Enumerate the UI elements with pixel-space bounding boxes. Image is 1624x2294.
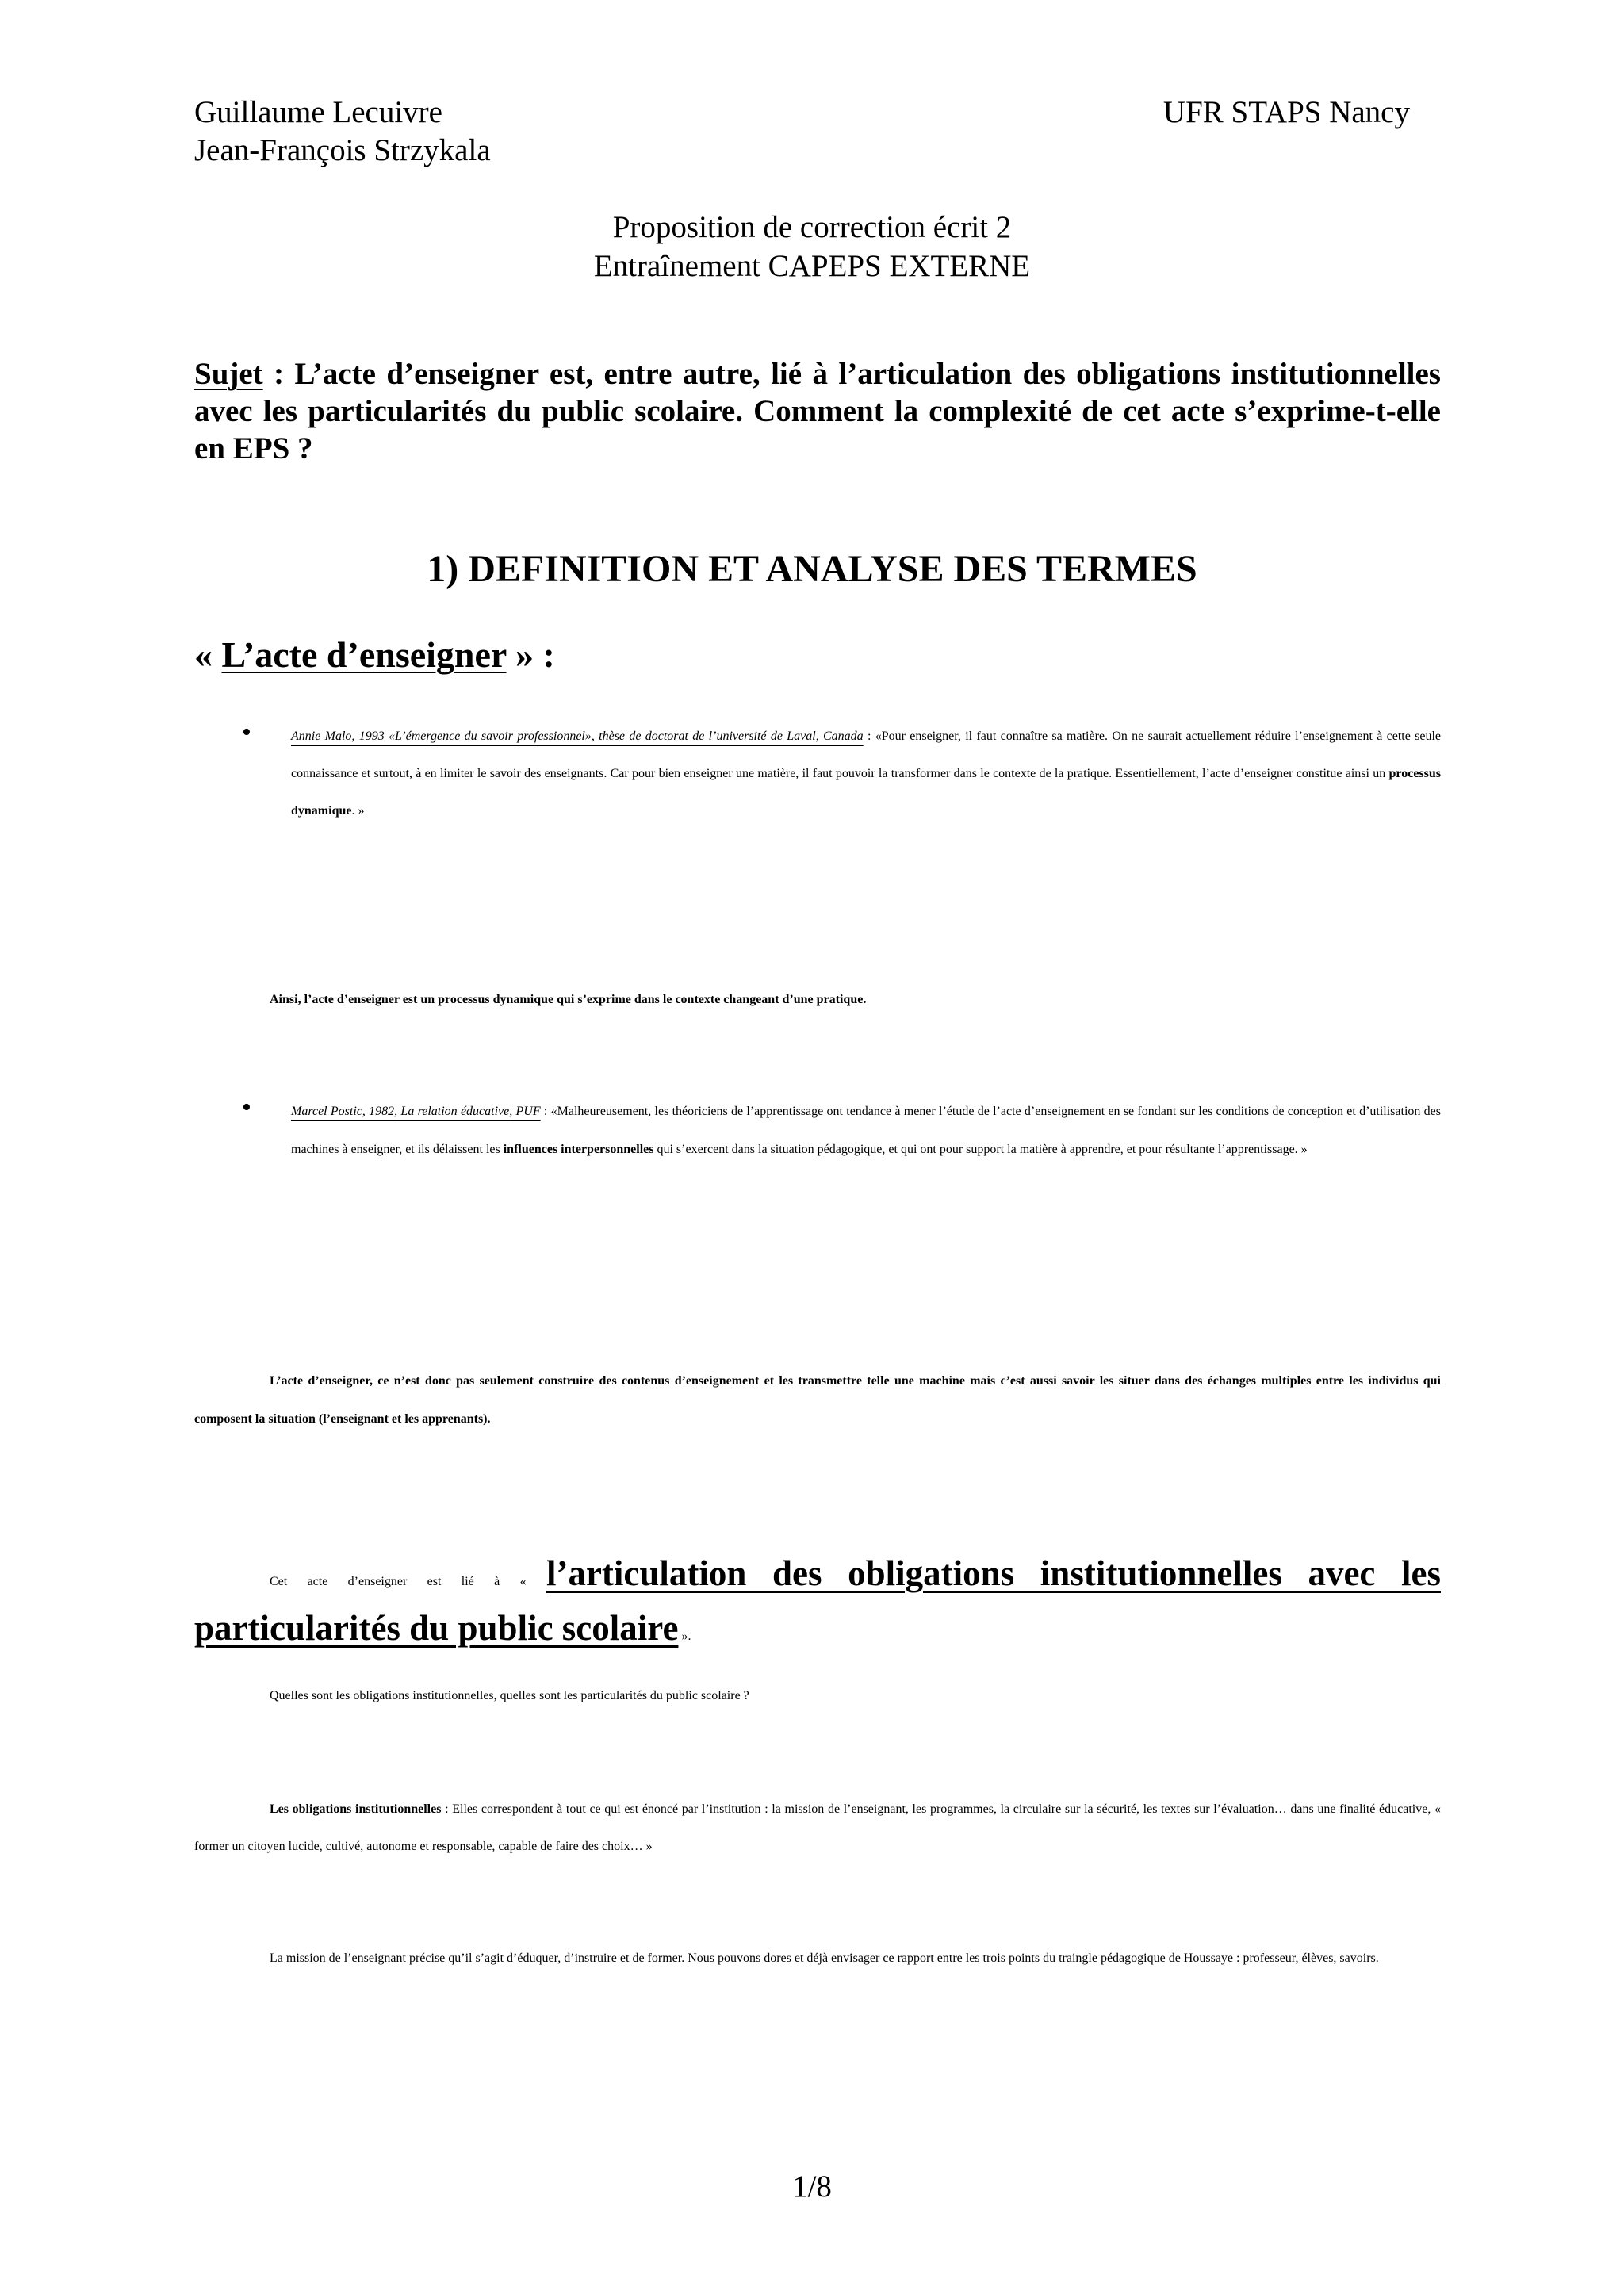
conclusion-paragraph: Ainsi, l’acte d’enseigner est un processus dynamique qui s’exprime dans le contexte changeant d’une pratique. — [270, 993, 867, 1006]
quote-text: : «Malheureusement, les théoriciens de l’apprentissage ont tendance à mener l’étude de l’acte d’enseignement en se fondant sur les conditions de conception et d’utilisation des machines à enseigner, et ils délaissent les — [291, 1105, 1442, 1156]
bullet-icon: • — [242, 718, 251, 747]
articulation-emphasis: l’articulation des obligations institutionnelles avec les particularités du public scolaire — [194, 1553, 1441, 1648]
institution-name: UFR STAPS Nancy — [1162, 95, 1410, 129]
page-number: 1/8 — [792, 2170, 832, 2204]
citation-reference: Annie Malo, 1993 «L’émergence du savoir professionnel», thèse de doctorat de l’université de Laval, Canada — [291, 730, 864, 743]
subheading-open: « — [194, 634, 222, 675]
title-line: Entraînement CAPEPS EXTERNE — [593, 249, 1031, 283]
document-title — [0, 208, 1624, 285]
title-line: Proposition de correction écrit 2 — [612, 210, 1012, 244]
obligations-text: : Elles correspondent à tout ce qui est énoncé par l’institution : la mission de l’enseignant, les programmes, la circulaire sur la sécurité, les textes sur l’évaluation… dans une finalité éducative, « former un citoyen lucide, cultivé, autonome et responsable, capable de faire des choix… » — [194, 1802, 1441, 1853]
subheading-close: » : — [506, 634, 555, 675]
subject-text: L’acte d’enseigner est, entre autre, lié à l’articulation des obligations institutionnelles avec les particularités du public scolaire. Comment la complexité de cet acte s’exprime-t-elle en EPS ? — [194, 357, 1441, 465]
author-name: Jean-François Strzykala — [194, 133, 491, 167]
articulation-text: ». — [678, 1630, 691, 1643]
quote-text: qui s’exercent dans la situation pédagogique, et qui ont pour support la matière à apprendre, et pour résultante l’apprentissage. » — [653, 1142, 1308, 1156]
quote-paragraph — [291, 718, 1441, 829]
question-paragraph: Quelles sont les obligations institutionnelles, quelles sont les particularités du public scolaire ? — [270, 1689, 749, 1702]
quote-text: : «Pour enseigner, il faut connaître sa matière. On ne saurait actuellement réduire l’enseignement à cette seule connaissance et surtout, à en limiter le savoir des enseignants. Car pour bien enseigner une matière, il faut pouvoir la transformer dans le contexte de la pratique. Essentiellement, l’acte d’enseigner constitue ainsi un — [291, 730, 1441, 780]
subject-paragraph — [194, 355, 1441, 467]
subject-separator: : — [262, 357, 295, 391]
quote-paragraph — [291, 1093, 1441, 1168]
author-name: Guillaume Lecuivre — [194, 95, 442, 129]
quote-postic — [194, 1093, 1441, 1168]
section-heading: 1) DEFINITION ET ANALYSE DES TERMES — [427, 548, 1197, 590]
authors-block — [194, 94, 491, 170]
bullet-icon: • — [242, 1093, 251, 1122]
subject-label: Sujet — [194, 357, 263, 391]
subsection-heading — [194, 633, 555, 677]
obligations-label: Les obligations institutionnelles — [270, 1802, 442, 1816]
mission-paragraph: La mission de l’enseignant précise qu’il s’agit d’éduquer, d’instruire et de former. Nous pouvons dores et déjà envisager ce rapport entre les trois points du traingle pédagogique de Houssaye : professeur, élèves, savoirs. — [270, 1951, 1379, 1965]
subheading-term: L’acte d’enseigner — [221, 634, 507, 675]
conclusion-paragraph: L’acte d’enseigner, ce n’est donc pas seulement construire des contenus d’enseignement et les transmettre telle une machine mais c’est aussi savoir les situer dans des échanges multiples entre les individus qui composent la situation (l’enseignant et les apprenants). — [194, 1374, 1441, 1426]
quote-emphasis: influences interpersonnelles — [503, 1142, 654, 1156]
citation-reference: Marcel Postic, 1982, La relation éducative, PUF — [291, 1105, 541, 1118]
articulation-paragraph — [194, 1550, 1441, 1660]
obligations-paragraph — [194, 1790, 1441, 1865]
quote-malo — [194, 718, 1441, 829]
quote-emphasis: processus dynamique — [291, 767, 1441, 818]
quote-text: . » — [351, 804, 365, 818]
subject-block — [194, 355, 1441, 467]
articulation-text: Cet acte d’enseigner est lié à « — [270, 1575, 546, 1588]
